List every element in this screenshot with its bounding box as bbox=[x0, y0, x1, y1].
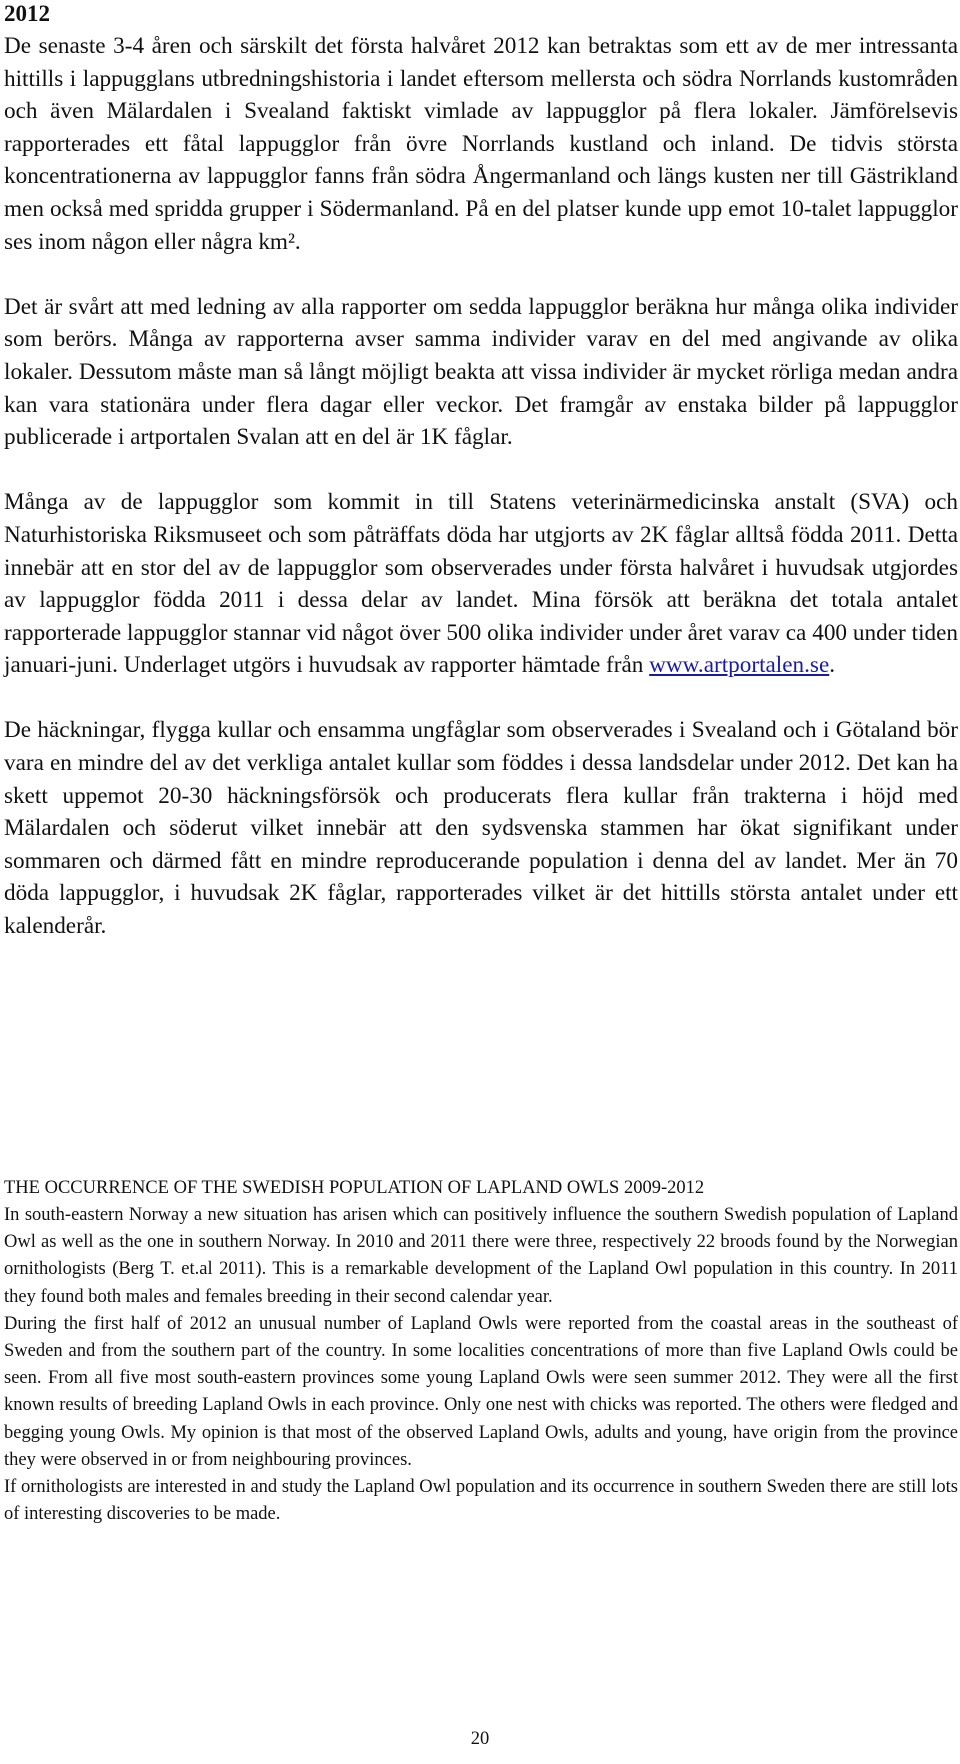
english-paragraph-1: In south-eastern Norway a new situation has arisen which can positively influence the southern Swedish population of Lapland Owl as well as the one in southern Norway. In 2010 and 2011 there were three, respectively 22 broods found by the Norwegian ornithologists (Berg T. et.al 2011). This is a remarkable development of the Lapland Owl population in this country. In 2011 they found both males and females breeding in their second calendar year. bbox=[4, 1205, 958, 1307]
english-paragraph-2: During the first half of 2012 an unusual number of Lapland Owls were reported from the coastal areas in the southeast of Sweden and from the southern part of the country. In some localities concentrations of more than five Lapland Owls could be seen. From all five most south-eastern provinces some young Lapland Owls were seen summer 2012. They were all the first known results of breeding Lapland Owls in each province. Only one nest with chicks was reported. The others were fledged and begging young Owls. My opinion is that most of the observed Lapland Owls, adults and young, have origin from the province they were observed in or from neighbouring provinces. bbox=[4, 1313, 958, 1470]
swedish-paragraph-3-text: Många av de lappugglor som kommit in till Statens veterinärmedicinska anstalt (SVA) och Naturhistoriska Riksmuseet och som påträffats döda har utgjorts av 2K fåglar alltså födda 2011. Detta innebär att en stor del av de lappugglor som observerades under första halvåret i huvudsak utgjordes av lappugglor födda 2011 i dessa delar av landet. Mina försök att beräkna det totala antalet rapporterade lappugglor stannar vid något över 500 olika individer under året varav ca 400 under tiden januari-juni. Underlaget utgörs i huvudsak av rapporter hämtade från bbox=[4, 489, 958, 679]
swedish-paragraph-3-end: . bbox=[829, 652, 836, 679]
swedish-paragraph-2: Det är svårt att med ledning av alla rapporter om sedda lappugglor beräkna hur många olika individer som berörs. Många av rapporterna avser samma individer varav en del med angivande av olika lokaler. Dessutom måste man så långt möjligt beakta att vissa individer är mycket rörliga medan andra kan vara stationära under flera dagar eller veckor. Det framgår av enstaka bilder på lappugglor publicerade i artportalen Svalan att en del är 1K fåglar. bbox=[4, 293, 958, 451]
page-number: 20 bbox=[470, 1729, 490, 1749]
swedish-paragraph-3 bbox=[4, 486, 958, 682]
swedish-paragraph-4: De häckningar, flygga kullar och ensamma ungfåglar som observerades i Svealand och i Götaland bör vara en mindre del av det verkliga antalet kullar som föddes i dessa landsdelar under 2012. Det kan ha skett uppemot 20-30 häckningsförsök och producerats flera kullar från trakterna i höjd med Mälardalen och söderut vilket innebär att den sydsvenska stammen har ökat signifikant under sommaren och därmed fått en mindre reproducerande population i denna del av landet. Mer än 70 döda lappugglor, i huvudsak 2K fåglar, rapporterades vilket är det hittills största antalet under ett kalenderår. bbox=[4, 717, 958, 940]
artportalen-link[interactable]: www.artportalen.se bbox=[649, 652, 830, 679]
english-summary-section bbox=[4, 1175, 958, 1528]
section-heading: 2012 bbox=[4, 1, 50, 26]
swedish-paragraph-1: De senaste 3-4 åren och särskilt det första halvåret 2012 kan betraktas som ett av de mer intressanta hittills i lappugglans utbredningshistoria i landet eftersom mellersta och södra Norrlands kustområden och även Mälardalen i Svealand faktiskt vimlade av lappugglor på flera lokaler. Jämförelsevis rapporterades ett fåtal lappugglor från övre Norrlands kustland och inland. De tidvis största koncentrationerna av lappugglor fanns från södra Ångermanland och längs kusten ner till Gästrikland men också med spridda grupper i Södermanland. På en del platser kunde upp emot 10-talet lappugglor ses inom någon eller några km². bbox=[4, 33, 958, 255]
english-summary-title: THE OCCURRENCE OF THE SWEDISH POPULATION OF LAPLAND OWLS 2009-2012 bbox=[4, 1178, 705, 1198]
swedish-section bbox=[4, 30, 958, 975]
english-paragraph-3: If ornithologists are interested in and study the Lapland Owl population and its occurrence in southern Sweden there are still lots of interesting discoveries to be made. bbox=[4, 1477, 958, 1525]
